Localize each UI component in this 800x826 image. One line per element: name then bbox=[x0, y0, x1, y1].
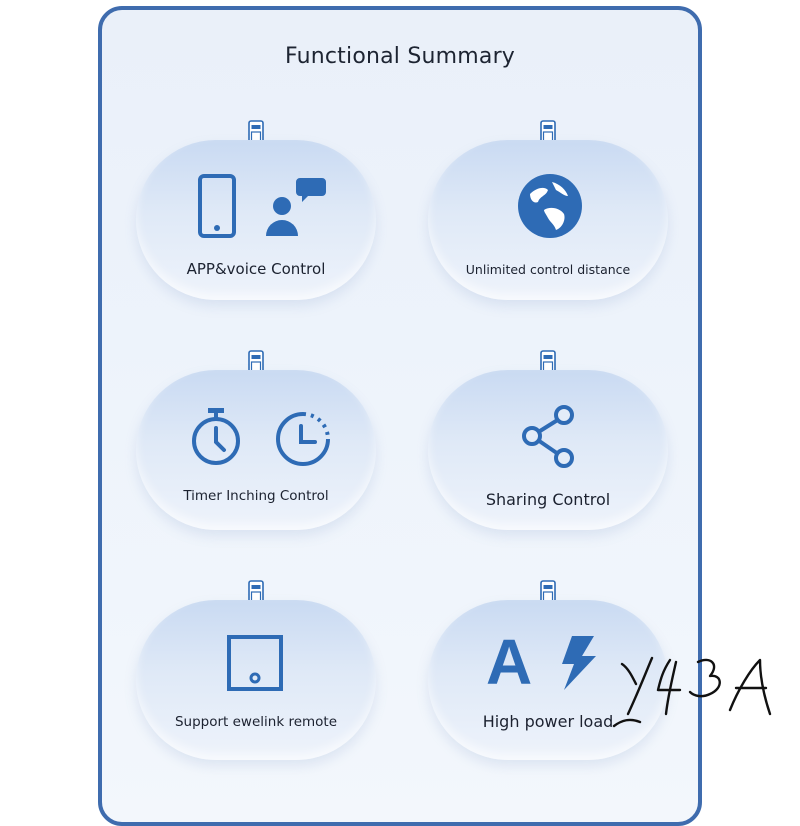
share-icon bbox=[518, 404, 578, 468]
remote-icon bbox=[226, 634, 284, 692]
feature-label: APP&voice Control bbox=[186, 260, 326, 278]
feature-card-remote bbox=[136, 600, 376, 760]
feature-card-sharing bbox=[428, 370, 668, 530]
globe-icon bbox=[516, 172, 584, 240]
lightning-bolt-icon bbox=[552, 634, 598, 692]
feature-card-timer bbox=[136, 370, 376, 530]
feature-label: Timer Inching Control bbox=[183, 488, 329, 504]
page-title: Functional Summary bbox=[284, 44, 516, 69]
stopwatch-icon bbox=[188, 406, 244, 466]
feature-label: Unlimited control distance bbox=[465, 262, 631, 277]
feature-card-distance bbox=[428, 140, 668, 300]
clock-icon bbox=[274, 410, 332, 468]
feature-card-app-voice bbox=[136, 140, 376, 300]
feature-label: High power load bbox=[482, 712, 614, 731]
voice-speaker-icon bbox=[266, 176, 328, 238]
feature-label: Support ewelink remote bbox=[174, 714, 338, 730]
feature-label: Sharing Control bbox=[485, 490, 611, 509]
phone-icon bbox=[198, 174, 236, 238]
signature-watermark bbox=[612, 650, 782, 730]
power-letter-icon: A bbox=[486, 626, 533, 698]
